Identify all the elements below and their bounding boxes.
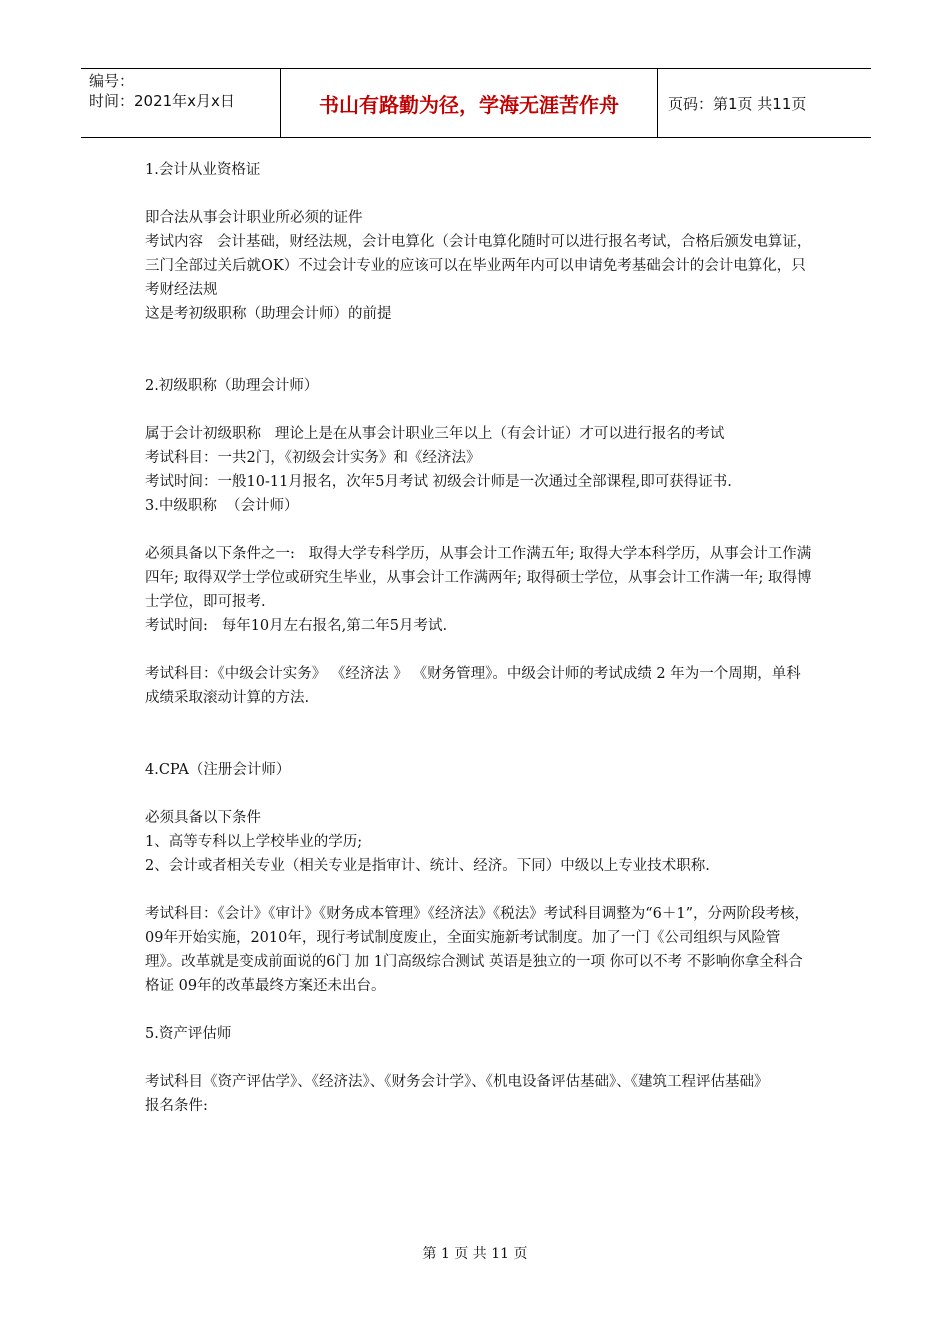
header-meta-cell	[81, 69, 281, 137]
paragraph: 报名条件:	[145, 1098, 208, 1114]
paragraph: 属于会计初级职称 理论上是在从事会计职业三年以上（有会计证）才可以进行报名的考试	[145, 426, 725, 442]
page-footer: 第 1 页 共 11 页	[422, 1246, 528, 1262]
paragraph: 考试科目：《中级会计实务》 《经济法 》 《财务管理》。中级会计师的考试成绩 2 年为一个周期，单科成绩采取滚动计算的方法.	[145, 666, 801, 706]
paragraph: 考试时间: 每年10月左右报名,第二年5月考试.	[145, 618, 448, 634]
section-title: 4.CPA（注册会计师）	[145, 762, 291, 778]
number-label: 编号：	[89, 72, 135, 90]
document-header	[81, 68, 871, 138]
time-label: 时间：2021年x月x日	[89, 92, 235, 110]
paragraph: 1、高等专科以上学校毕业的学历;	[145, 834, 363, 850]
paragraph: 这是考初级职称（助理会计师）的前提	[145, 306, 392, 322]
paragraph: 考试科目：一共2门，《初级会计实务》和《经济法》	[145, 450, 481, 466]
section-title: 5.资产评估师	[145, 1026, 232, 1042]
paragraph: 考试内容 会计基础，财经法规，会计电算化（会计电算化随时可以进行报名考试，合格后颁发电算证，三门全部过关后就OK）不过会计专业的应该可以在毕业两年内可以申请免考基础会计的会计电算化，只考财经法规	[145, 234, 812, 298]
paragraph: 必须具备以下条件	[145, 810, 261, 826]
section-title: 2.初级职称（助理会计师）	[145, 378, 319, 394]
section-title: 3.中级职称 （会计师）	[145, 498, 299, 514]
paragraph: 考试时间：一般10-11月报名，次年5月考试 初级会计师是一次通过全部课程,即可获得证书.	[145, 474, 732, 490]
paragraph: 2、会计或者相关专业（相关专业是指审计、统计、经济。下同）中级以上专业技术职称.	[145, 858, 710, 874]
document-body	[145, 158, 815, 1118]
paragraph: 即合法从事会计职业所必须的证件	[145, 210, 363, 226]
section-title: 1.会计从业资格证	[145, 162, 261, 178]
header-motto: 书山有路勤为径，学海无涯苦作舟	[281, 69, 658, 137]
paragraph: 考试科目《资产评估学》、《经济法》、《财务会计学》、《机电设备评估基础》、《建筑工程评估基础》	[145, 1074, 769, 1090]
paragraph: 必须具备以下条件之一: 取得大学专科学历，从事会计工作满五年; 取得大学本科学历，从事会计工作满四年; 取得双学士学位或研究生毕业，从事会计工作满两年; 取得硕士学位，从事会计工作满一年; 取得博士学位，即可报考.	[145, 546, 812, 610]
paragraph: 考试科目：《会计》《审计》《财务成本管理》《经济法》《税法》考试科目调整为“6＋1”，分两阶段考核，09年开始实施，2010年，现行考试制度废止，全面实施新考试制度。加了一门《公司组织与风险管理》。改革就是变成前面说的6门 加 1门高级综合测试 英语是独立的一项 你可以不考 不影响你拿全科合格证 09年的改革最终方案还未出台。	[145, 906, 810, 994]
header-page-info: 页码：第1页 共11页	[668, 94, 807, 113]
